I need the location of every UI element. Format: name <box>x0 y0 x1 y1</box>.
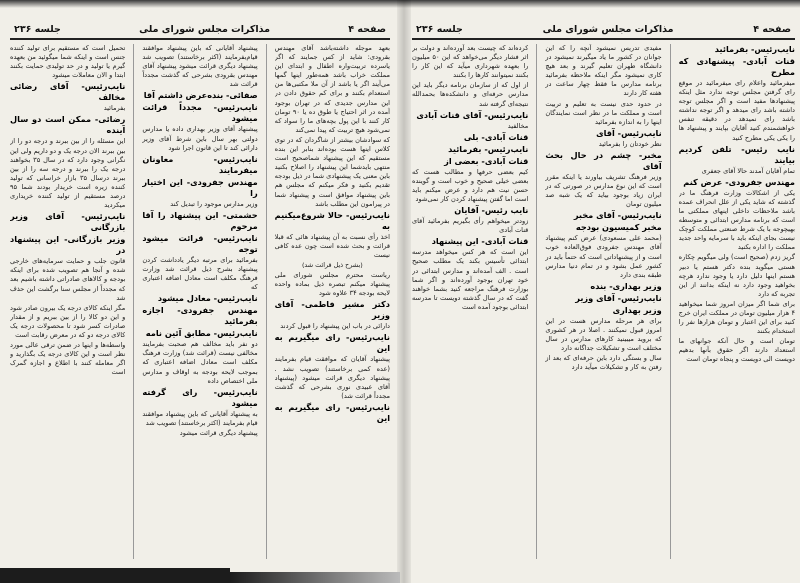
paragraph: (محمد علی مسعودی) عرض کنم پیشنهاد آقای مهندس جفرودی فوق‌العاده خوب است و از پیشنهاداتی است که حتماً باید در کشور عمل بشود و در تمام دنیا مدارس طبقه بندی دارد <box>545 234 662 279</box>
speaker-name: نایب‌رئیس- آقای <box>596 127 662 138</box>
columns <box>412 44 795 559</box>
speaker-name: نایب‌رئیس- آقای رضائی مخالف <box>10 81 126 103</box>
speaker-name: مهندس جفرودی- اجازه بفرمائید <box>142 305 258 327</box>
paragraph: دارائی در باب این پیشنهاد را قبول کردند <box>280 322 390 331</box>
paragraph: در حدود حدی نیست به تعلیم و تربیت است و مملکت ما در نظر است نمایندگان اینها را به اندازه بفرمائید <box>545 99 662 126</box>
speaker-name: نایب رئیس- تلفن کردیم بیایند <box>678 143 795 165</box>
speaker-name: صفائی- بنده‌عرض داشتم آقا <box>143 90 258 101</box>
speaker-name: نایب‌رئیس- آقای مخبر <box>573 210 662 221</box>
page-number: صفحه ۴ <box>753 23 791 35</box>
speaker-name: قنات آبادی- این پیشنهاد <box>431 236 529 247</box>
text-column <box>10 44 125 559</box>
speaker-name: نایب‌رئیس- آقای وزیر <box>575 292 662 303</box>
paragraph: مفیدی تدریس نمیشود آنچه را که این جوانان در کشور ما یاد میگیرند نمیشود در دانشگاه طهران تعلیم گیرند و بعد هیچ کاری نمیشود مگر اینکه ملاحظه بفرمائید برنامه مدارس ما فقط چهار ساعت در هفته کار دارند <box>545 44 662 98</box>
paragraph: بعهد موجله داشته‌باشد آقای مهندس بقرودی: شاید از کس جمایند که اگر یاسرده تربیت‌واره اطفال و ابتدای این مملکت خراب باشد همه‌طور اینها گمها می‌آیند اگر یا باشد از آن ملا مکتبی‌ها من استعدام بکنند و برای کم حقوق دادن در این مدارس جدیدی که در تهران بوجود آمده در اثر احتیاج یا طوق ده یا ۹۰ تومان کار کنند با این پول بچه‌های ما را سواد که نمی‌شود هیچ تربیت که پیدا نمی‌کند <box>274 44 390 134</box>
paragraph: نظر خودتان را بفرمائید <box>598 139 662 148</box>
speaker-name: نایب‌رئیس- آقای قنات آبادی <box>416 109 529 120</box>
speaker-name: نایب‌رئیس- آقای وزیر بازرگانی <box>10 211 126 233</box>
session-number: جلسه ۲۳۶ <box>14 23 61 35</box>
speaker-name: مخبر- چشم در حال بحث آقای <box>545 149 662 171</box>
column-rule <box>266 44 267 559</box>
speaker-name: نایب‌رئیس- بفرمائید <box>448 143 529 154</box>
paragraph: قانون جلب و حمایت سرمایه‌های خارجی شده و آنجا هم تصویب شده برای اینکه بودجه و کالاهای صادراتی داشته باشیم بعد که مجدداً از مجلس سنا برگشت این حذف شد <box>10 257 126 302</box>
paragraph: وزیر مدارس موجود را تبدیل کند <box>170 199 258 208</box>
text-column <box>679 44 795 559</box>
speaker-name: نایب‌رئیس- رای میگیریم به این <box>274 401 390 423</box>
columns <box>10 44 390 559</box>
speaker-name: دکتر مشیر فاطمی- آقای وزیر <box>274 299 390 321</box>
paragraph: تمام آقایان آمدند حالا آقای جعفری <box>701 166 795 175</box>
paragraph: اخذ رأی نسبت به آن پیشنهاد هائی که قبلا قرائت و بحث شده است چون عده کافی نیست <box>274 232 390 259</box>
speaker-name: نایب‌رئیس- قرائت میشود توجه <box>142 232 258 254</box>
column-rule <box>670 44 671 559</box>
paragraph: زودتر میخواهم رأی بگیریم بفرمائید آقای قنات آبادی <box>412 217 529 235</box>
speaker-name: نایب‌رئیس- رای میگیریم به این <box>274 332 390 354</box>
paragraph: تحمیل است که مستقیم برای تولید کننده جنس است و اینکه شما میگوئید من بعهده گیرم یا تولید و در حد تولیدی حمایت بکنند ابتدا و الان معاملات میشود <box>10 44 126 80</box>
column-rule <box>536 44 537 559</box>
paragraph: تومان است و حال آنکه جوانهای ما استعداد دارند اگر حقوق بآنها بدهیم دویست الی دویست و پنجاه تومان است <box>678 337 795 364</box>
speaker-name: مهندس جفرودی- عرض کنم <box>683 176 795 187</box>
paragraph: به پیشنهاد آقایانی که باین پیشنهاد موافقند قیام بفرمایند (اکثر برخاستند) تصویب شد <box>142 409 258 427</box>
text-column <box>545 44 661 559</box>
speaker-name: نایب رئیس- آقایان <box>454 205 529 216</box>
speaker-name: نایب‌رئیس- رای گرفته میشود <box>142 386 258 408</box>
paragraph: پیشنهاد دیگری قرائت میشود <box>179 428 258 437</box>
speaker-name: نایب‌رئیس- معاونان میفرمایند <box>142 153 258 175</box>
speaker-name: قنات آبادی- پیشنهادی که مطرح <box>678 56 795 77</box>
page-header <box>10 20 390 40</box>
scan-edge <box>0 568 230 583</box>
paragraph: پیشنهاد آقای وزیر بهداری داده یا مدارس دولتی بهر سال باین شرط آقای وزیر دارائی کند تا این قانون اجرا شود <box>142 125 258 152</box>
paragraph: بفرمائید برای مرتبه دیگر یادداشت کردن پیشنهاد بشرح ذیل قرائت شد وزارت فرهنگ مکلف است معادل اضافه اعتباری که <box>142 255 258 292</box>
page-number: صفحه ۴ <box>348 23 386 35</box>
book-gutter <box>397 0 411 583</box>
speaker-name: نایب‌رئیس- معادل میشود <box>157 293 258 304</box>
session-number: جلسه ۲۳۶ <box>416 23 463 35</box>
paragraph: مگر اینکه کالای درجه یک بیرون صادر شود و این دو کالا را از بین ببریم و از مقدار صادرات کسر شود تا محصولات درجه یک کالای درجه دو که در معرض رقابت است <box>10 303 126 339</box>
paragraph: ریاست محترم مجلس شورای ملی پیشنهاد میکنم تبصره ذیل بماده واحده لایحه بودجه ۳۴ علاوه شود <box>274 271 390 298</box>
speaker-name: قنات آبادی- بلی <box>463 131 529 142</box>
paragraph: بفرمائید <box>103 104 126 113</box>
speaker-name: نایب‌رئیس- مجدداً قرائت میشود <box>142 102 258 124</box>
paragraph: پیشنهاد آقایان که موافقت قیام بفرمایند (عده کمی برخاستند) تصویب نشد . پیشنهاد دیگری قرائت میشود (پیشنهاد آقای عبیدی نوری بشرحی که گذشت مجدداً قرائت شد) <box>274 355 390 400</box>
right-page <box>412 20 795 565</box>
publication-title: مذاکرات مجلس شورای ملی <box>139 23 271 35</box>
speaker-name: نایب‌رئیس- بفرمائید <box>714 44 795 54</box>
speaker-name: مهندس جفرودی- این اختیار را <box>142 176 258 198</box>
text-column <box>412 44 528 559</box>
column-rule <box>133 44 134 559</box>
speaker-name: رضائی- ممکن است دو سال آینده <box>10 114 126 136</box>
paragraph: کیم بعضی حرفها و مطالب هست که بعضی خیلی صحیح و خوب است و گوینده حسن نیت هم دارد و عرض میکنم باید است اما گفتن پیشنهاد کردن کار نمی‌شود <box>412 167 529 204</box>
paragraph: سال و بستگی دارد باین حرفه‌ای که بعد از رفتن به کار و تشکیلات میآید دارد <box>545 354 662 372</box>
paragraph: برای شما اگر میزان امروز شما میخواهید ۴ هزار میلیون تومان در مملکت ایران خرج کنید برای این اعتبار و تومان هزارها نفر را استخدام بکنند <box>678 299 795 336</box>
paragraph: کرده‌اند که چیست بعد آورده‌اند و دولت بر اثر فشار دیگر می‌خواهد که این ۵۰ میلیون را بعهده شهرداری میآید که این کار را بکنند نمیتوانند کارها را بکنند <box>412 44 529 80</box>
speaker-name: وزیر بازرگانی- این پیشنهاد در <box>10 234 126 256</box>
paragraph: واسطه‌ها و اینها در ضمن ترقی عالی مورد نظر است و این کالای درجه یک بگذارید و اگر معامله کنند با اطلاع و اجازه گمرک است <box>10 341 126 377</box>
paragraph: مخالفید <box>507 121 529 130</box>
scan-edge <box>230 572 400 583</box>
paragraph: میفرمائید واعلام رای میفرمائید در موقع رای گرفتن مجلس توجه ندارد مثل اینکه پیشنهادها مفید است و اگر مجلس توجه داشته باشد رای میدهد و اگر توجه نداشته باشد رای نمیدهد در دقیقه تنفس خواهشمندم کنید آقایان بپایند و پیشنهاد ها را یکی یکی مطرح کنید <box>678 79 795 142</box>
paragraph: یکی از اشکالات وزارت فرهنگ ما در گذشته که شاید یکی از علل انحراف عمده باشد ملاحظات داخلی اینهای مملکتی ما است که برنامه مدارس ابتدائی و متوسطه بهیچوجه با یک شرط صنعتی مملکت کوچک نیست بجای اینکه باید با سرمایه واحد جدید مملکت را اداره بکنید <box>678 188 795 252</box>
page-header <box>412 20 795 40</box>
stage-note: (بشرح ذیل قرائت شد) <box>301 260 363 269</box>
text-column <box>275 44 390 559</box>
paragraph: گریز زدم (صحیح است) ولی میگویم چکاره هستی میگوید بنده دکتر هستم یا دبیر هستم اینها دلیل دارد یا وجود ندارد هرچه بخواهید وجود دارد نه اینکه بدانند از این تجربه که دارد <box>678 253 795 298</box>
paragraph: دو نفر باید مخالف هم صحبت بفرمایند مخالفی نیست (قرائت شد) وزارت فرهنگ مکلف است معادل اضافه اعتباری که بموجب لایحه بودجه به اوقاف و مدارس ملی اختصاص داده <box>142 340 258 385</box>
paragraph: وزیر فرهنگ تشریف بیاورند یا اینکه مقرر است که این نوع مدارس در صورتی که در ایران زیاد بوجود بیاید که یک شبه صد میلیون تومان <box>545 172 662 209</box>
text-column <box>142 44 257 559</box>
paragraph: از اول که از سازمان برنامه دیگر باید این مدارس حرفه‌ای و دانشکده‌ها بحمدالله نتیجه‌ای گرفته شد <box>412 81 529 108</box>
speaker-name: نایب‌رئیس- حالا شروع‌میکنیم به <box>274 209 390 231</box>
paragraph: این مسئله را از بین ببرند و درجه دو را از بین ببرند الان درجه یک و دو داریم ولی این نگرانی وجود دارد که در سال ۳۵ بخواهند درجه یک را ببرند و درجه سه را از بین ببرند درسال ۳۵ بازار خراسانی که تولید کننده زیره است خریدار بودند شما ۹۵ درصد مستقیم از تولید کننده خریداری میکردید <box>10 137 126 210</box>
speaker-name: وزیر بهداری- بنده <box>590 280 662 291</box>
speaker-name: حشمتی- این پیشنهاد را آقا مرحوم <box>142 209 258 231</box>
speaker-name: قنات آبادی- بعضی از <box>444 155 529 166</box>
speaker-name: نایب‌رئیس- مطابق آئین نامه <box>145 328 258 339</box>
publication-title: مذاکرات مجلس شورای ملی <box>542 23 674 35</box>
paragraph: که سوادشان بیشتر از شاگردان که در توی کلاس اینها هست بوده‌اند بنابر این بنده مستقیم که این پیشنهاد شماصحیح است منتهی بایدشما این پیشنهاد را اصلاح بکنید باین معنی یک پیشنهادی شما در ذیل بودجه تقدیم بکنید و فکر میکنم که مجلس هم باین پیشنهاد موافق است و پیشنهاد شما در پیرامون این مطلب باشد <box>274 135 390 208</box>
speaker-name: مخبر کمیسیون بودجه <box>575 222 662 233</box>
paragraph: برای هر مرحله مدارس هست در این امروز قبول نمیکنند . اصلا در هر کشوری که بروید میبینید کارهای مدارس در سال مختلف است و تشکیلات جداگانه دارد <box>545 316 662 353</box>
left-page <box>10 20 390 565</box>
paragraph: پیشنهاد آقایانی که باین پیشنهاد موافقند قیام‌بفرمایند (اکثر برخاستند) تصویب شد پیشنهاد دیگری قرائت میشود پیشنهاد آقای مهندس بقرودی بشرحی که گذشت مجدداً قرائت شد <box>142 44 258 89</box>
speaker-name: وزیر بهداری <box>612 304 662 315</box>
paragraph: این است که هر کس میخواهد مدرسه ابتدائی تأسیس بکند یک مطلب صحیح است . الف آمده‌اند و مدارس ابتدائی در خود تهران بوجود آورده‌اند و اگر شما بوزارت فرهنگ مراجعه کنید بشما خواهند گفت که در سال گذشته دویست تا مدرسه ابتدائی بوجود آمده است <box>412 248 529 311</box>
